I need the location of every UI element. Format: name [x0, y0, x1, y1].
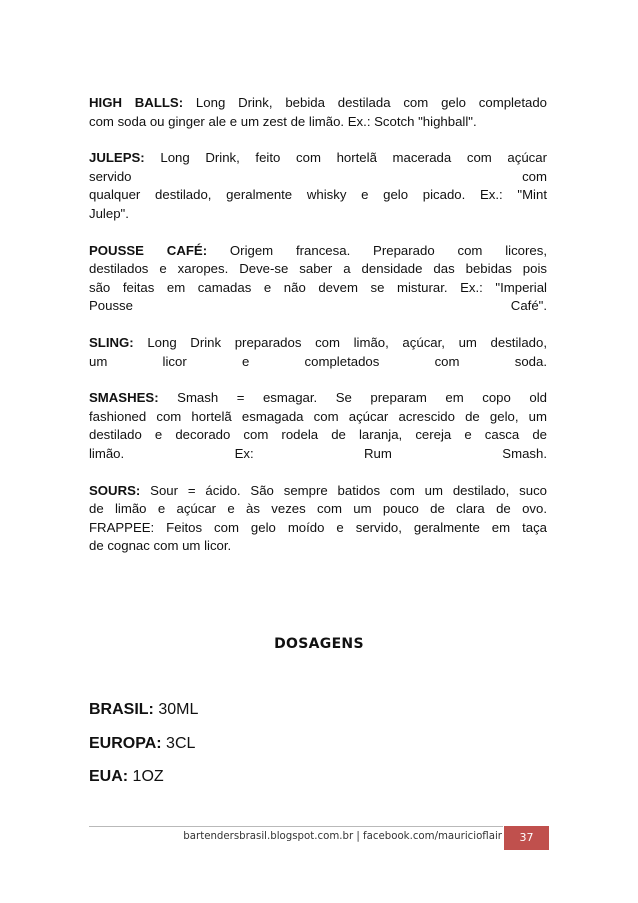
entry-text: fashioned com hortelã esmagada com açúcar acrescido de gelo, um [89, 408, 547, 424]
entry-sours [89, 482, 547, 556]
entry-text: Sour = ácido. São sempre batidos com um destilado, suco [140, 482, 547, 498]
entry-high-balls [89, 94, 547, 131]
entry-sling [89, 334, 547, 371]
dosage-value: 3CL [161, 735, 196, 752]
entry-term: SLING: [89, 334, 134, 350]
entry-juleps [89, 149, 547, 223]
entry-term: POUSSE CAFÉ: [89, 242, 208, 258]
footer-divider [89, 826, 503, 827]
entry-text: Long Drink, bebida destilada com gelo completado [183, 95, 547, 110]
entry-text: com soda ou ginger ale e um zest de limão. Ex.: Scotch "highball". [89, 113, 477, 129]
entry-text: Julep". [89, 205, 129, 221]
entry-text: de cognac com um licor. [89, 538, 232, 554]
dosage-eua [89, 768, 164, 786]
section-heading: DOSAGENS [274, 636, 364, 652]
entry-text: um licor e completados com soda. [89, 353, 547, 369]
entry-text: Long Drink, feito com hortelã macerada com açúcar [144, 150, 547, 166]
entry-pousse-cafe [89, 242, 547, 316]
entry-term: SMASHES: [89, 390, 159, 406]
entry-text: servido com [89, 168, 547, 184]
entry-text: Pousse Café". [89, 298, 547, 314]
entry-text: destilado e decorado com rodela de laranja, cereja e casca de [89, 427, 547, 443]
dosage-europa [89, 735, 195, 753]
footer-text: bartendersbrasil.blogspot.com.br | facebook.com/mauricioflair [183, 831, 502, 842]
dosage-brasil [89, 701, 198, 719]
dosage-label: EUA: [89, 768, 129, 785]
dosage-label: BRASIL: [89, 701, 154, 718]
dosage-value: 30ML [153, 701, 199, 718]
entry-term: JULEPS: [89, 150, 145, 166]
entry-text: são feitas em camadas e não devem se misturar. Ex.: "Imperial [89, 279, 547, 295]
entry-text: limão. Ex: Rum Smash. [89, 445, 547, 461]
entry-text: qualquer destilado, geralmente whisky e gelo picado. Ex.: "Mint [89, 187, 547, 203]
entry-term: HIGH BALLS: [89, 95, 184, 110]
entry-text: Origem francesa. Preparado com licores, [207, 242, 547, 258]
entry-smashes [89, 389, 547, 463]
entry-text: FRAPPEE: Feitos com gelo moído e servido, geralmente em taça [89, 519, 547, 535]
entry-text: de limão e açúcar e às vezes com um pouco de clara de ovo. [89, 501, 547, 517]
glossary-section [89, 94, 547, 574]
entry-text: destilados e xaropes. Deve-se saber a densidade das bebidas pois [89, 261, 547, 277]
page-number: 37 [504, 826, 549, 850]
entry-text: Smash = esmagar. Se preparam em copo old [158, 390, 547, 406]
entry-term: SOURS: [89, 482, 141, 498]
entry-text: Long Drink preparados com limão, açúcar, um destilado, [133, 334, 547, 350]
dosage-label: EUROPA: [89, 735, 162, 752]
dosage-value: 1OZ [128, 768, 164, 785]
